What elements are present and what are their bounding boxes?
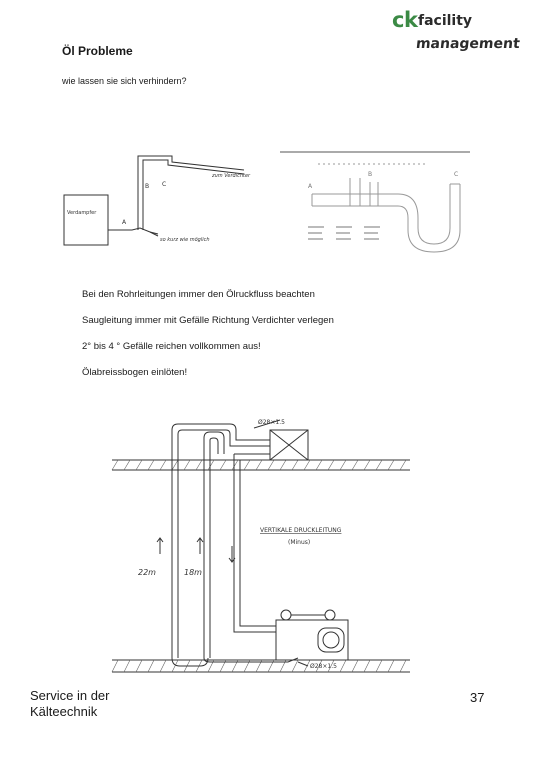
logo-brand: ck — [392, 8, 418, 32]
bullet-3: 2° bis 4 ° Gefälle reichen vollkommen aus! — [82, 341, 261, 352]
page-title: Öl Probleme — [62, 44, 133, 58]
bullet-2: Saugleitung immer mit Gefälle Richtung Verdichter verlegen — [82, 315, 334, 326]
bullet-4: Ölabreissbogen einlöten! — [82, 367, 188, 378]
point-a-right: A — [308, 183, 313, 190]
evaporator-box — [64, 195, 108, 245]
height-label-22m: 22m — [138, 568, 156, 577]
diagram-heading: VERTIKALE DRUCKLEITUNG — [260, 527, 342, 534]
dimension-top-label: Ø28×1.5 — [258, 419, 285, 426]
compressor-unit — [276, 620, 348, 660]
footer-line-2: Kälteechnik — [30, 704, 98, 719]
suction-line-diagram — [62, 150, 262, 250]
page-subtitle: wie lassen sie sich verhindern? — [62, 76, 187, 86]
point-c-left: C — [162, 181, 167, 188]
footer-course-title — [30, 688, 109, 720]
dimension-bottom-label: Ø28×1.5 — [310, 663, 337, 670]
point-b-left: B — [145, 183, 150, 190]
logo-word-facility: facility — [418, 13, 473, 29]
logo-word-management: management — [415, 36, 521, 52]
footer-line-1: Service in der — [30, 688, 110, 703]
point-a-left: A — [122, 219, 127, 226]
bullet-1: Bei den Rohrleitungen immer den Ölruckfluss beachten — [82, 289, 315, 300]
diagram-subheading: (Minus) — [288, 539, 311, 546]
evaporator-label: Verdampfer — [67, 210, 97, 216]
to-compressor-label: zum Verdichter — [212, 173, 251, 179]
point-b-right: B — [368, 171, 373, 178]
page-number: 37 — [470, 690, 485, 705]
point-c-right: C — [454, 171, 459, 178]
as-short-label: so kurz wie möglich — [160, 237, 210, 243]
company-logo — [392, 8, 542, 60]
vertical-discharge-line-diagram — [108, 410, 418, 685]
height-label-18m: 18m — [184, 568, 202, 577]
oil-trap-diagram — [278, 148, 478, 258]
